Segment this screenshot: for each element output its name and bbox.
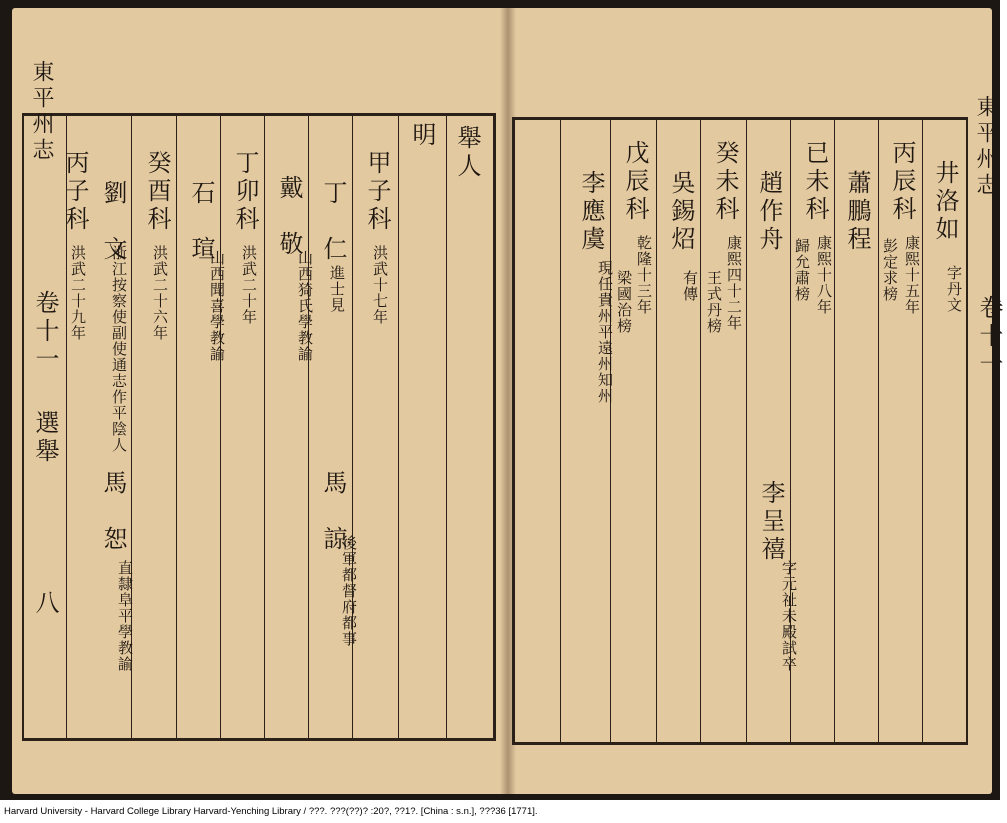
- right-column-rule: [878, 119, 879, 743]
- right-top-border: [512, 117, 968, 120]
- entry-year: 已未科: [801, 140, 829, 224]
- entry-year-note: 康熙十八年: [815, 235, 833, 315]
- right-outer-border: [966, 117, 968, 745]
- left-column-rule: [446, 115, 447, 739]
- left-column-rule: [264, 115, 265, 739]
- entry-extra-name: 馬 恕: [99, 470, 127, 554]
- entry-name-note: 浙江按察使副使通志作平陰人: [110, 245, 128, 453]
- entry-year: 癸未科: [711, 140, 739, 224]
- left-top-border: [22, 113, 496, 116]
- left-bottom-border: [22, 738, 496, 741]
- entry-name-note: 進士見: [328, 265, 346, 313]
- entry-extra-note: 字元祉未殿試卒: [780, 560, 798, 672]
- entry-name-note: 梁國治榜: [615, 270, 633, 334]
- right-column-rule: [922, 119, 923, 743]
- entry-year: 丙子科: [61, 150, 89, 234]
- right-column-rule: [834, 119, 835, 743]
- entry-name-note: 有傳: [681, 270, 699, 302]
- right-column-rule: [700, 119, 701, 743]
- entry-year: 癸酉科: [143, 150, 171, 234]
- left-outer-border: [22, 113, 24, 741]
- left-column-rule: [398, 115, 399, 739]
- entry-name: 劉 文: [99, 180, 127, 264]
- right-column-rule: [560, 119, 561, 743]
- citation-footer: Harvard University - Harvard College Library Harvard-Yenching Library / ???. ???(??)? :20?, ??1?. [China : s.n.], ???36 [1771].: [4, 806, 538, 817]
- entry-extra-name: 馬 諒: [319, 470, 347, 554]
- entry-name: 石 瑄: [187, 180, 215, 264]
- right-bottom-border: [512, 742, 968, 745]
- section-heading: 舉人: [453, 125, 481, 181]
- entry-name-note: 彭定求榜: [881, 238, 899, 302]
- entry-year: 戊辰科: [621, 140, 649, 224]
- entry-year: 丁卯科: [231, 150, 259, 234]
- left-margin-volume: 卷十一: [31, 290, 59, 374]
- entry-year: 甲子科: [363, 150, 391, 234]
- entry-year: 丙辰科: [888, 140, 916, 224]
- entry-name-note: 現任貴州平遠州知州: [596, 260, 614, 404]
- left-column-rule: [220, 115, 221, 739]
- entry-name: 丁 仁: [319, 180, 347, 264]
- entry-year-note: 洪武二十年: [240, 245, 258, 325]
- entry-year-note: 洪武十七年: [371, 245, 389, 325]
- right-column-rule: [746, 119, 747, 743]
- page-number: 八: [31, 590, 59, 618]
- right-column-rule: [656, 119, 657, 743]
- entry-name-note: 山西聞喜學教諭: [208, 250, 226, 362]
- left-margin-title: 東平州志: [29, 60, 54, 164]
- entry-name-note: 字丹文: [945, 265, 963, 313]
- entry-name: 趙作舟: [755, 170, 783, 254]
- left-right-border: [493, 113, 496, 741]
- dynasty-label: 明: [408, 122, 436, 150]
- entry-year-note: 康熙四十二年: [725, 235, 743, 331]
- entry-extra-name: 李呈禧: [757, 480, 785, 564]
- right-left-border: [512, 117, 515, 745]
- entry-name: 戴 敬: [275, 175, 303, 259]
- right-margin-title: 東平州志: [973, 95, 998, 199]
- entry-name-note: 王式丹榜: [705, 270, 723, 334]
- entry-name-note: 歸允肅榜: [793, 238, 811, 302]
- entry-year-note: 乾隆十三年: [635, 235, 653, 315]
- left-column-rule: [308, 115, 309, 739]
- right-column-rule: [610, 119, 611, 743]
- entry-name: 蕭鵬程: [843, 170, 871, 254]
- entry-name: 井洛如: [931, 160, 959, 244]
- entry-year-note: 洪武二十六年: [151, 245, 169, 341]
- entry-name: 吳錫炤: [667, 170, 695, 254]
- entry-name-note: 山西猗氏學教諭: [296, 250, 314, 362]
- entry-year-note: 康熙十五年: [903, 235, 921, 315]
- entry-extra-note: 直隸阜平學教諭: [116, 560, 134, 672]
- right-margin-volume: 卷十一: [975, 295, 1003, 379]
- left-margin-section: 選舉: [31, 410, 59, 466]
- entry-extra-note: 後軍都督府都事: [340, 535, 358, 647]
- left-column-rule: [176, 115, 177, 739]
- entry-name: 李應虞: [577, 170, 605, 254]
- entry-year-note: 洪武二十九年: [69, 245, 87, 341]
